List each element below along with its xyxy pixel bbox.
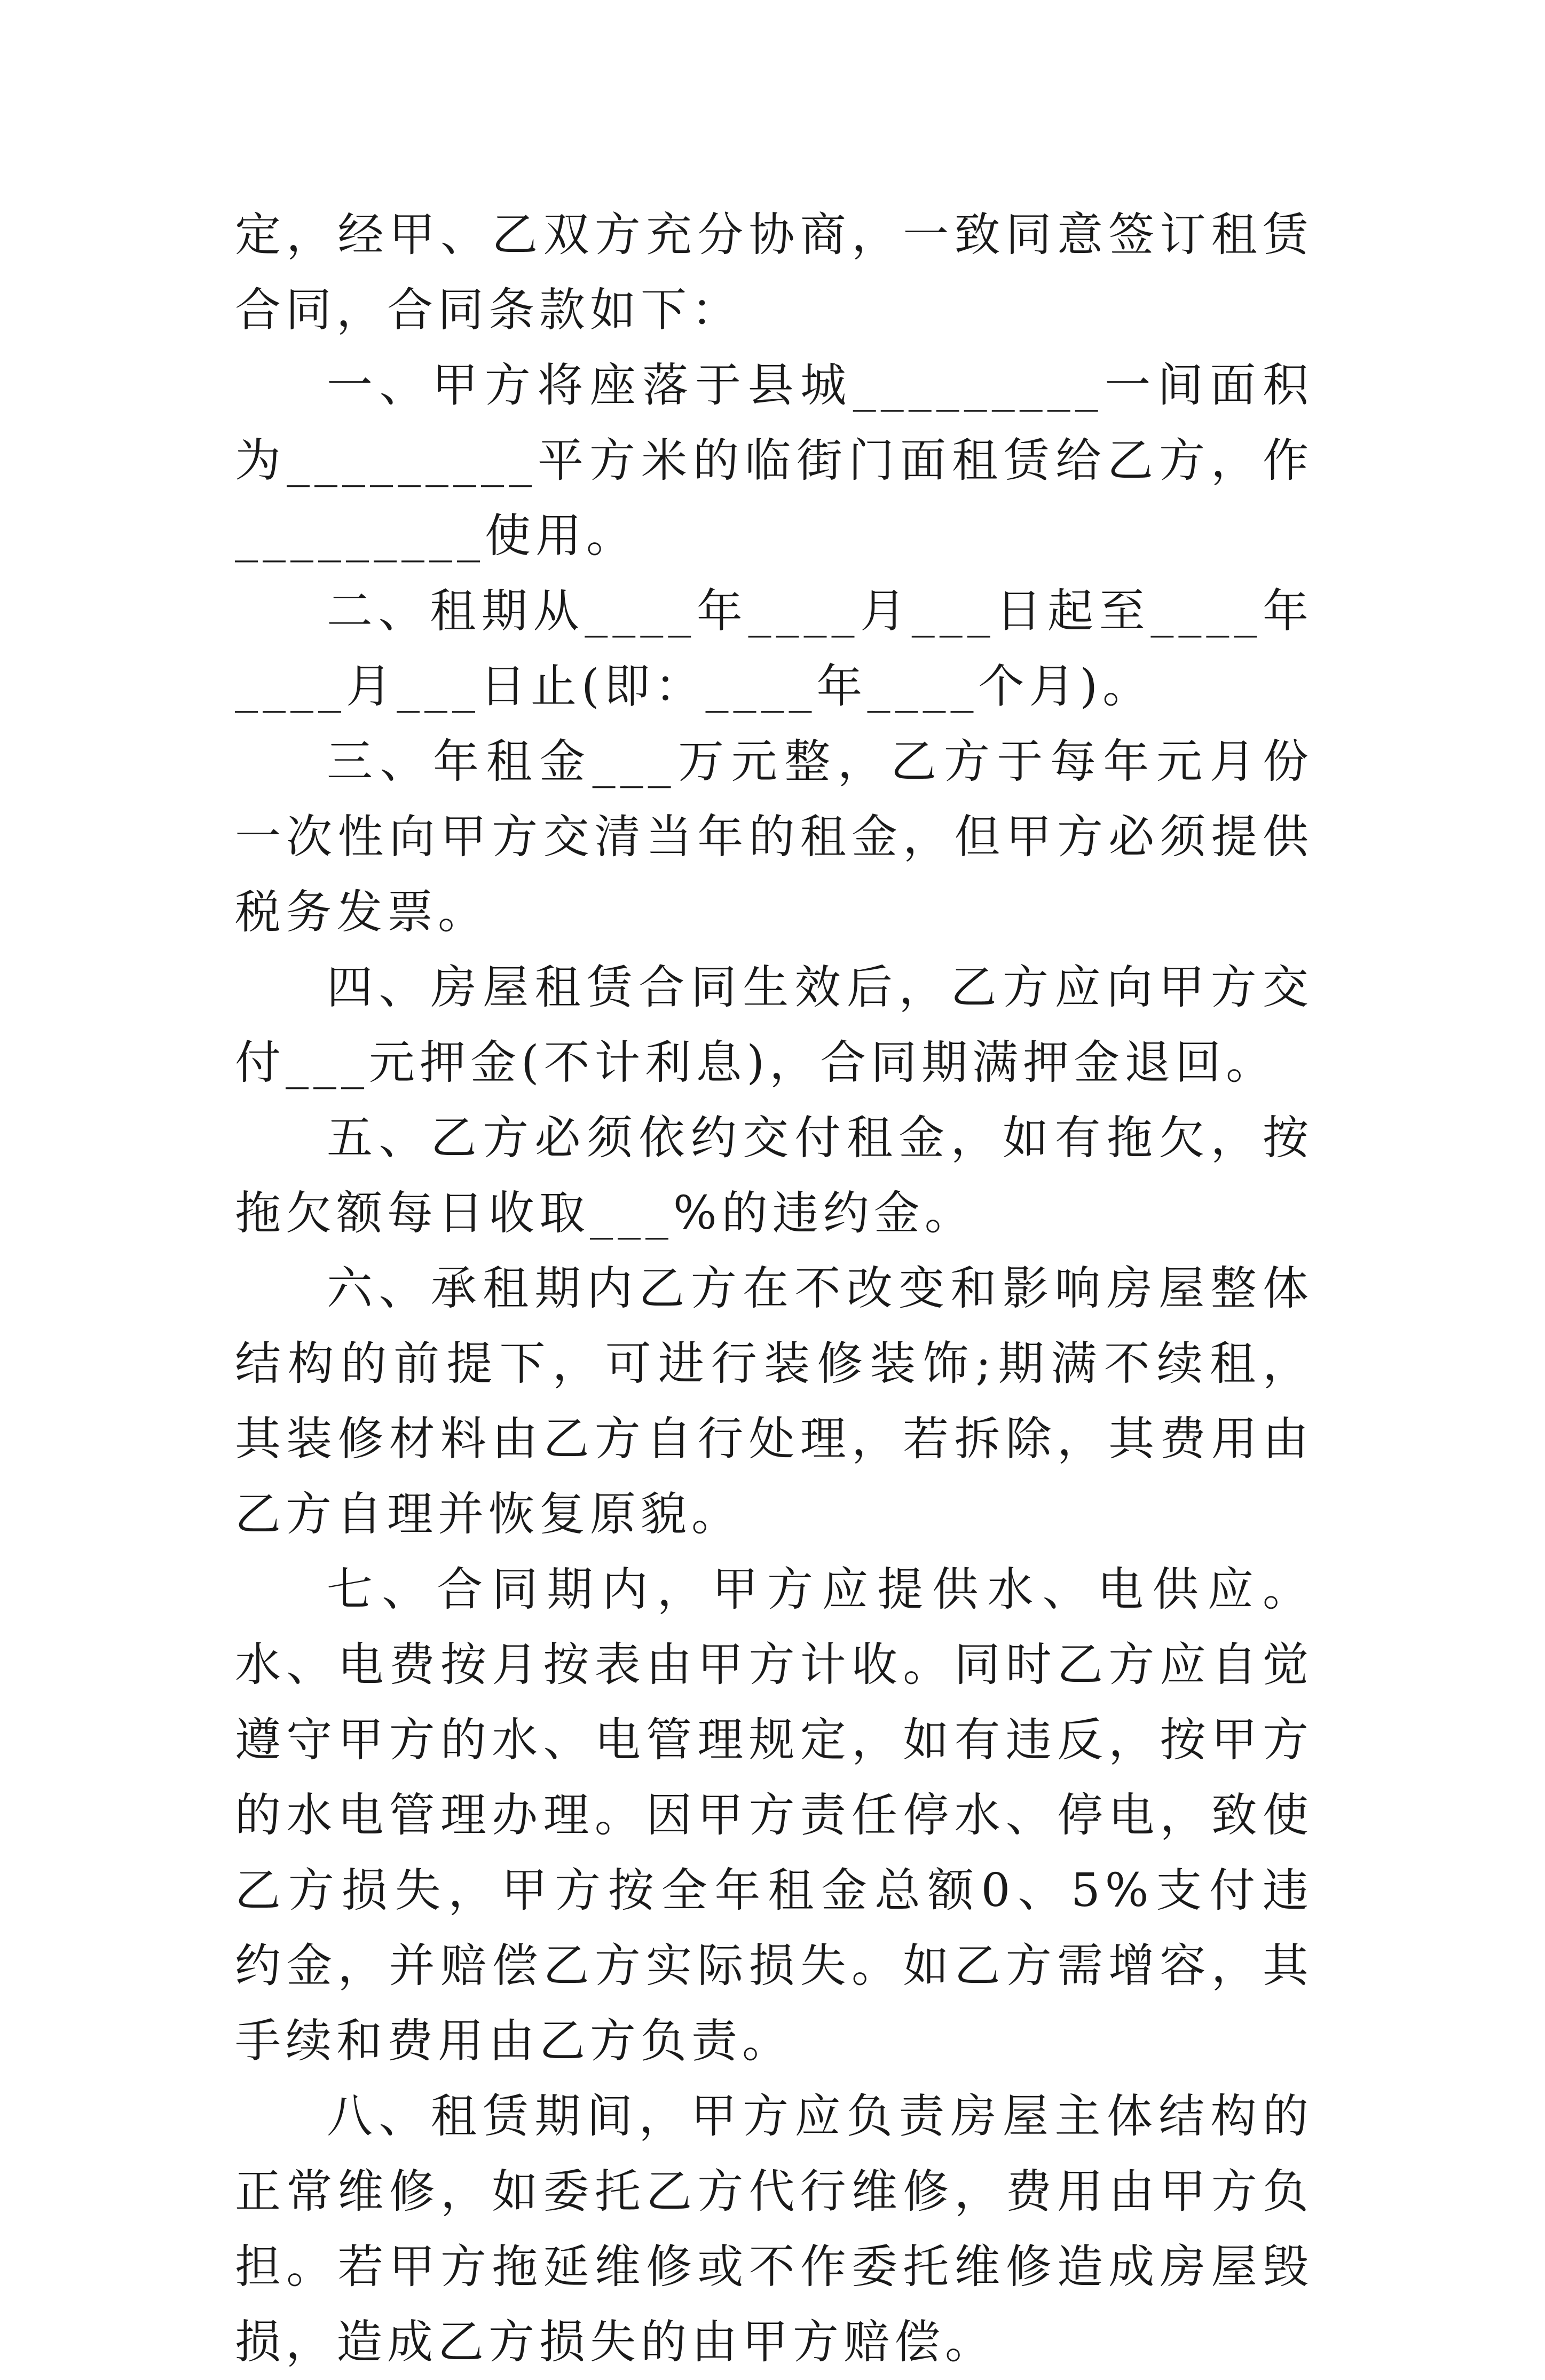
paragraph-clause-5: 五、乙方必须依约交付租金，如有拖欠，按拖欠额每日收取___%的违约金。 [235,1111,1313,1240]
paragraph-clause-7: 七、合同期内，甲方应提供水、电供应。水、电费按月按表由甲方计收。同时乙方应自觉遵守甲方的水、电管理规定，如有违反，按甲方的水电管理办理。因甲方责任停水、停电，致使乙方损失，甲方按全年租金总额0、5%支付违约金，并赔偿乙方实际损失。如乙方需增容，其手续和费用由乙方负责。 [235,1563,1313,2068]
document-body [235,197,1313,2380]
paragraph-clause-3: 三、年租金___万元整，乙方于每年元月份一次性向甲方交清当年的租金，但甲方必须提供税务发票。 [235,735,1313,939]
paragraph-clause-4: 四、房屋租赁合同生效后，乙方应向甲方交付___元押金(不计利息)，合同期满押金退回。 [235,961,1313,1089]
paragraph-clause-2: 二、租期从____年____月___日起至____年____月___日止(即：____年____个月)。 [235,584,1313,713]
paragraph-clause-8: 八、租赁期间，甲方应负责房屋主体结构的正常维修，如委托乙方代行维修，费用由甲方负担。若甲方拖延维修或不作委托维修造成房屋毁损，造成乙方损失的由甲方赔偿。 [235,2090,1313,2369]
paragraph-clause-1: 一、甲方将座落于县城_________一间面积为_________平方米的临街门面租赁给乙方，作_________使用。 [235,359,1313,563]
paragraph-intro: 定，经甲、乙双方充分协商，一致同意签订租赁合同，合同条款如下： [235,208,1313,337]
paragraph-clause-6: 六、承租期内乙方在不改变和影响房屋整体结构的前提下，可进行装修装饰;期满不续租，其装修材料由乙方自行处理，若拆除，其费用由乙方自理并恢复原貌。 [235,1262,1313,1541]
